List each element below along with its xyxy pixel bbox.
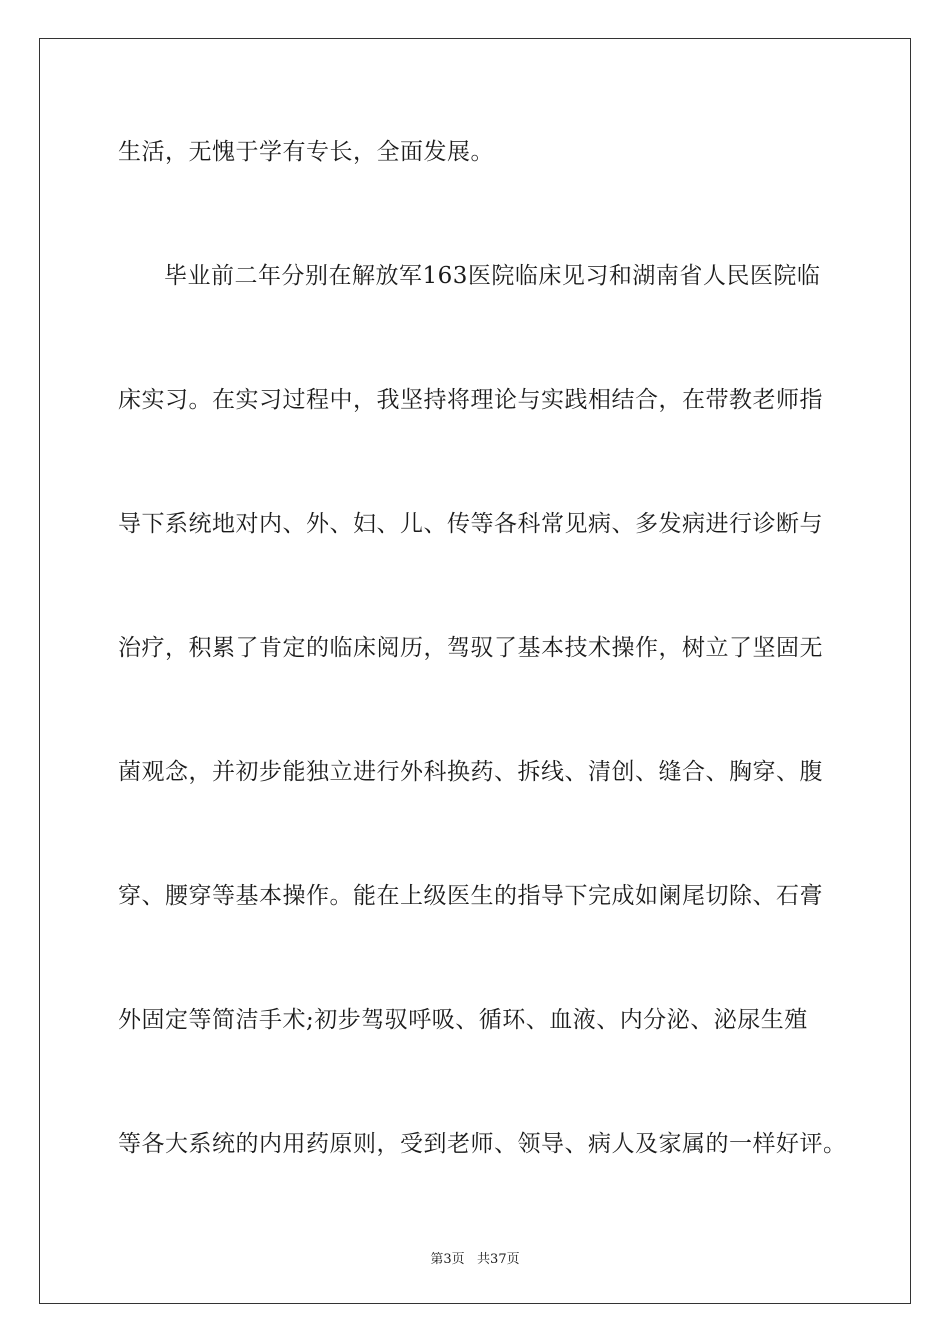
- body-line: 导下系统地对内、外、妇、儿、传等各科常见病、多发病进行诊断与: [118, 511, 823, 537]
- body-line: 菌观念，并初步能独立进行外科换药、拆线、清创、缝合、胸穿、腹: [118, 759, 823, 785]
- body-line: 治疗，积累了肯定的临床阅历，驾驭了基本技术操作，树立了坚固无: [118, 635, 823, 661]
- body-line: 穿、腰穿等基本操作。能在上级医生的指导下完成如阑尾切除、石膏: [118, 883, 823, 909]
- body-line: 床实习。在实习过程中，我坚持将理论与实践相结合，在带教老师指: [118, 387, 823, 413]
- body-line: 外固定等简洁手术;初步驾驭呼吸、循环、血液、内分泌、泌尿生殖: [118, 1007, 808, 1033]
- body-line: 等各大系统的内用药原则，受到老师、领导、病人及家属的一样好评。: [118, 1131, 847, 1157]
- page-number-footer: 第3页 共37页: [430, 1252, 520, 1267]
- paragraph-first-line: 毕业前二年分别在解放军163医院临床见习和湖南省人民医院临: [164, 263, 821, 289]
- body-line: 生活，无愧于学有专长，全面发展。: [118, 139, 494, 165]
- page-border: [39, 38, 911, 1304]
